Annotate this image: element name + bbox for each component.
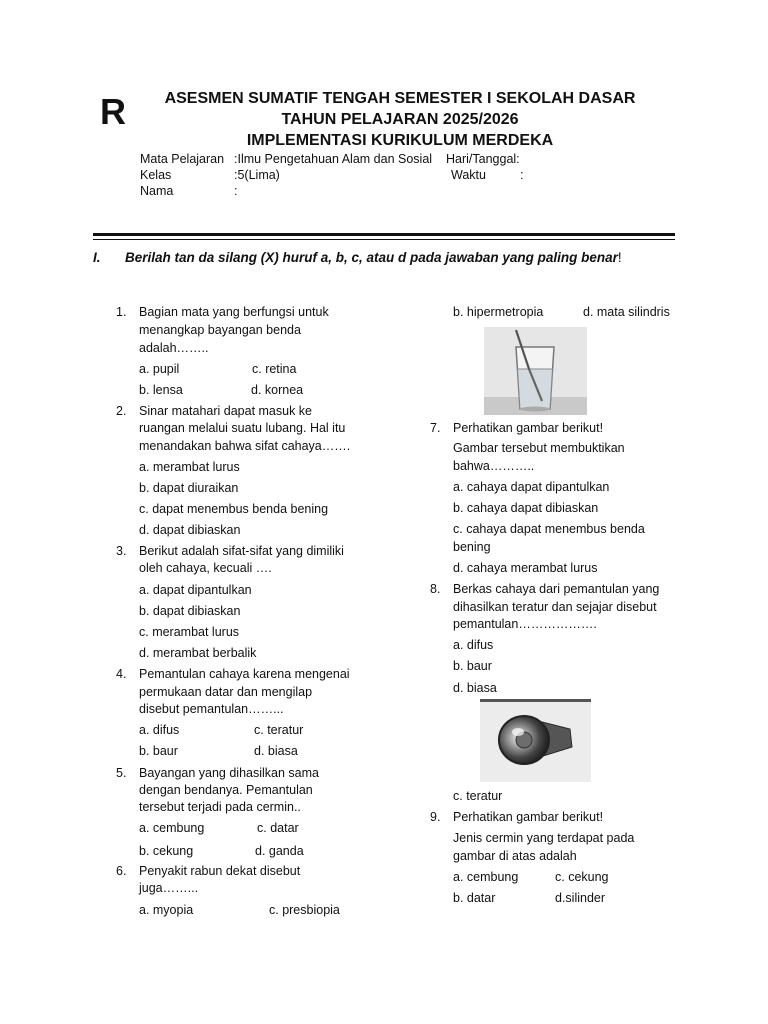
question-text: menandakan bahwa sifat cahaya……. <box>139 439 351 453</box>
question-text: permukaan datar dan mengilap <box>139 685 313 699</box>
question-text: tersebut terjadi pada cermin.. <box>139 800 301 814</box>
instruction-text: Berilah tan da silang (X) huruf a, b, c, atau d pada jawaban yang paling benar <box>125 250 618 265</box>
subject-label: Mata Pelajaran <box>140 152 225 166</box>
exam-title: ASESMEN SUMATIF TENGAH SEMESTER I SEKOLAH DASAR <box>164 90 636 107</box>
answer-option: b. baur <box>139 744 178 758</box>
answer-option: a. difus <box>139 723 180 737</box>
curriculum-title: IMPLEMENTASI KURIKULUM MERDEKA <box>246 132 554 149</box>
date-label: Hari/Tanggal: <box>446 152 520 166</box>
question-number: 5. <box>116 766 127 780</box>
answer-option: d.silinder <box>555 891 606 905</box>
section-instruction <box>93 250 622 265</box>
answer-option: d. merambat berbalik <box>139 646 257 660</box>
answer-option: b. datar <box>453 891 496 905</box>
question-number: 9. <box>430 810 441 824</box>
question-text: Sinar matahari dapat masuk ke <box>139 404 313 418</box>
answer-option: d. cahaya merambat lurus <box>453 561 598 575</box>
question-text: oleh cahaya, kecuali …. <box>139 561 272 575</box>
answer-option: a. myopia <box>139 903 194 917</box>
question-text: Pemantulan cahaya karena mengenai <box>139 667 350 681</box>
question-text: disebut pemantulan……... <box>139 702 284 716</box>
question-text: adalah…….. <box>139 341 209 355</box>
answer-option: b. dapat diuraikan <box>139 481 239 495</box>
answer-option: c. teratur <box>453 789 503 803</box>
question-number: 4. <box>116 667 127 681</box>
time-label: Waktu <box>451 168 486 182</box>
question-text: ruangan melalui suatu lubang. Hal itu <box>139 421 346 435</box>
question-text: gambar di atas adalah <box>453 849 577 863</box>
answer-option: c. dapat menembus benda bening <box>139 502 329 516</box>
instruction-suffix: ! <box>617 250 622 265</box>
concave-mirror-image <box>480 699 591 782</box>
answer-option: b. baur <box>453 659 492 673</box>
answer-option: d. biasa <box>453 681 497 695</box>
answer-option: b. cahaya dapat dibiaskan <box>453 501 599 515</box>
header-divider-thick <box>93 233 675 236</box>
question-number: 7. <box>430 421 441 435</box>
question-text: dengan bendanya. Pemantulan <box>139 783 313 797</box>
question-text: dihasilkan teratur dan sejajar disebut <box>453 600 657 614</box>
question-text: Jenis cermin yang terdapat pada <box>453 831 635 845</box>
answer-option: a. pupil <box>139 362 180 376</box>
class-label: Kelas <box>140 168 172 182</box>
answer-option: c. merambat lurus <box>139 625 240 639</box>
answer-option: d. biasa <box>254 744 298 758</box>
answer-option: a. cahaya dapat dipantulkan <box>453 480 610 494</box>
answer-option: d. ganda <box>255 844 304 858</box>
answer-option: c. teratur <box>254 723 304 737</box>
name-label: Nama <box>140 184 174 198</box>
question-text: Penyakit rabun dekat disebut <box>139 864 301 878</box>
answer-option: b. lensa <box>139 383 183 397</box>
answer-option: c. cahaya dapat menembus benda <box>453 522 645 536</box>
question-text: juga……... <box>139 881 199 895</box>
answer-option: a. cembung <box>139 821 205 835</box>
time-colon: : <box>520 168 524 182</box>
answer-option: a. cembung <box>453 870 519 884</box>
question-text: Berikut adalah sifat-sifat yang dimiliki <box>139 544 344 558</box>
answer-option: d. dapat dibiaskan <box>139 523 241 537</box>
question-text: Bayangan yang dihasilkan sama <box>139 766 319 780</box>
question-number: 6. <box>116 864 127 878</box>
answer-option: c. datar <box>257 821 299 835</box>
answer-option: c. cekung <box>555 870 609 884</box>
question-text: pemantulan………………. <box>453 617 597 631</box>
answer-option: d. mata silindris <box>583 305 670 319</box>
question-number: 3. <box>116 544 127 558</box>
question-text: Perhatikan gambar berikut! <box>453 421 604 435</box>
answer-option: bening <box>453 540 491 554</box>
answer-option: c. retina <box>252 362 297 376</box>
answer-option: b. dapat dibiaskan <box>139 604 241 618</box>
section-number: I. <box>93 250 101 265</box>
question-text: Bagian mata yang berfungsi untuk <box>139 305 329 319</box>
question-number: 2. <box>116 404 127 418</box>
question-text: Berkas cahaya dari pemantulan yang <box>453 582 660 596</box>
answer-option: a. difus <box>453 638 494 652</box>
question-text: Perhatikan gambar berikut! <box>453 810 604 824</box>
name-value: : <box>234 184 238 198</box>
question-number: 1. <box>116 305 127 319</box>
school-logo-letter: R <box>100 91 126 132</box>
school-year: TAHUN PELAJARAN 2025/2026 <box>281 111 519 128</box>
answer-option: b. cekung <box>139 844 194 858</box>
question-text: bahwa……….. <box>453 459 535 473</box>
question-number: 8. <box>430 582 441 596</box>
question-text: menangkap bayangan benda <box>139 323 301 337</box>
answer-option: a. dapat dipantulkan <box>139 583 252 597</box>
answer-option: c. presbiopia <box>269 903 340 917</box>
answer-option: d. kornea <box>251 383 304 397</box>
subject-value: :Ilmu Pengetahuan Alam dan Sosial <box>234 152 433 166</box>
answer-option: b. hipermetropia <box>453 305 544 319</box>
header-divider-thin <box>93 239 675 240</box>
answer-option: a. merambat lurus <box>139 460 240 474</box>
glass-refraction-image <box>484 327 587 415</box>
class-value: :5(Lima) <box>234 168 280 182</box>
question-text: Gambar tersebut membuktikan <box>453 441 625 455</box>
